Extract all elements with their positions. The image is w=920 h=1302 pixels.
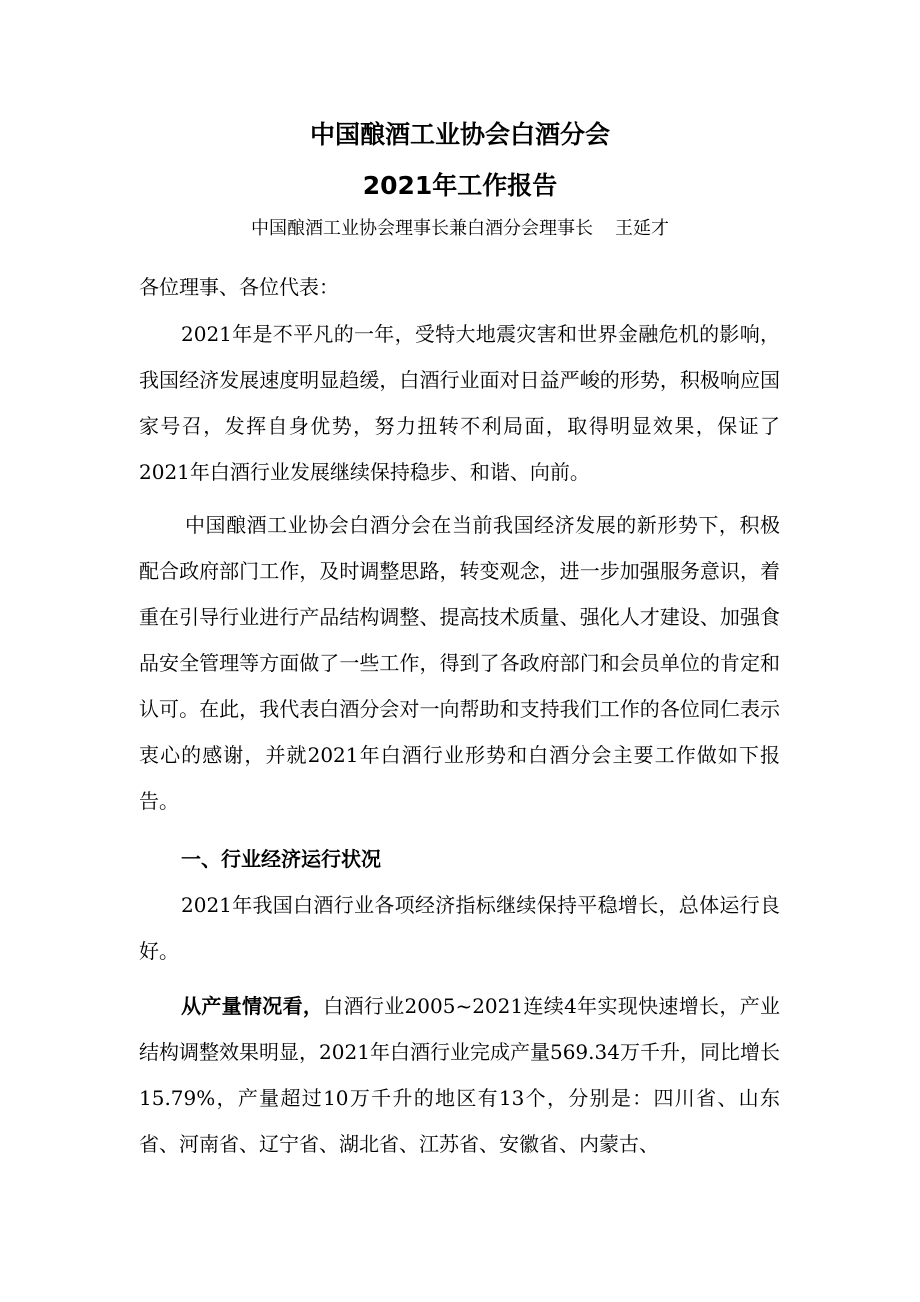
- paragraph-section-intro: 2021年我国白酒行业各项经济指标继续保持平稳增长，总体运行良好。: [139, 893, 780, 963]
- paragraph-production: [139, 983, 780, 1167]
- author-position: 中国酿酒工业协会理事长兼白酒分会理事长: [251, 218, 593, 239]
- paragraph-intro: 2021年是不平凡的一年，受特大地震灾害和世界金融危机的影响，我国经济发展速度明显趋缓，白酒行业面对日益严峻的形势，积极响应国家号召，发挥自身优势，努力扭转不利局面，取得明显效果，保证了2021年白酒行业发展继续保持稳步、和谐、向前。: [139, 322, 780, 484]
- author-name: 王延才: [615, 218, 669, 239]
- section-heading: 一、行业经济运行状况: [181, 847, 381, 871]
- author-line: [0, 214, 920, 244]
- production-lead: 从产量情况看，: [181, 994, 324, 1018]
- document-subtitle: 2021年工作报告: [362, 171, 558, 200]
- greeting: 各位理事、各位代表：: [139, 275, 339, 299]
- document-title: 中国酿酒工业协会白酒分会: [309, 120, 610, 149]
- paragraph-association: 中国酿酒工业协会白酒分会在当前我国经济发展的新形势下，积极配合政府部门工作，及时调整思路，转变观念，进一步加强服务意识，着重在引导行业进行产品结构调整、提高技术质量、强化人才建设、加强食品安全管理等方面做了一些工作，得到了各政府部门和会员单位的肯定和认可。在此，我代表白酒分会对一向帮助和支持我们工作的各位同仁表示衷心的感谢，并就2021年白酒行业形势和白酒分会主要工作做如下报告。: [139, 513, 780, 813]
- production-text: 白酒行业2005~2021连续4年实现快速增长，产业结构调整效果明显，2021年白酒行业完成产量569.34万千升，同比增长15.79%，产量超过10万千升的地区有13个，分别是：四川省、山东省、河南省、辽宁省、湖北省、江苏省、安徽省、内蒙古、: [139, 994, 781, 1156]
